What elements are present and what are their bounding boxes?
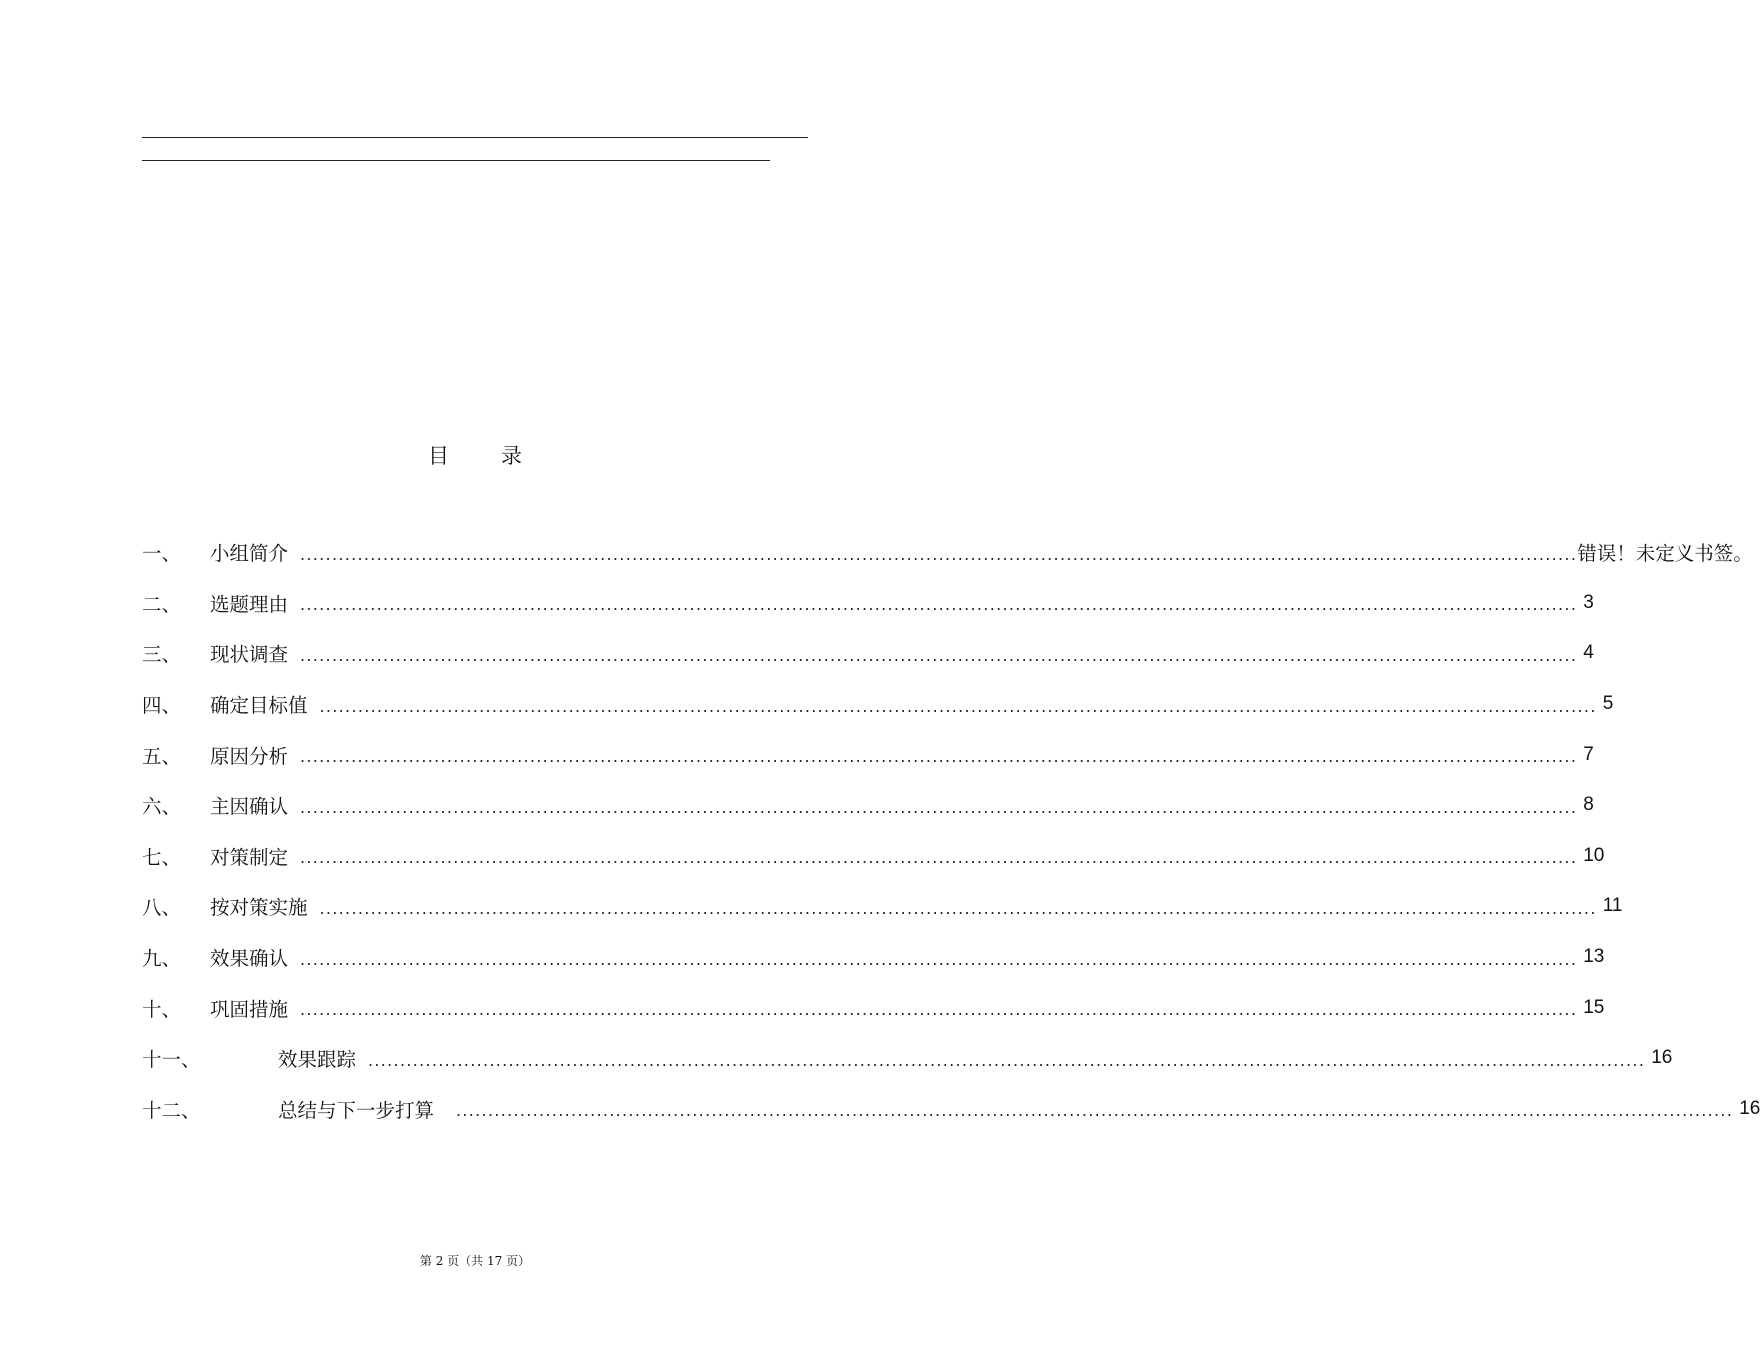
toc-entry-label: 小组简介	[210, 542, 289, 566]
toc-entry-number: 五、	[142, 744, 182, 768]
toc-entry-number: 九、	[142, 947, 182, 971]
toc-entry-number: 四、	[142, 694, 182, 718]
toc-entry-page: 3	[1583, 591, 1594, 613]
toc-dot-leader: ........................................................................................................................................................................................................	[456, 1101, 1734, 1121]
toc-entry[interactable]	[142, 527, 1753, 578]
toc-dot-leader: ........................................................................................................................................................................................................	[300, 848, 1578, 868]
toc-dot-leader: ........................................................................................................................................................................................................	[300, 797, 1578, 817]
toc-entry[interactable]	[142, 729, 1594, 780]
toc-dot-leader: ........................................................................................................................................................................................................	[368, 1050, 1646, 1070]
toc-entry-page: 5	[1602, 693, 1614, 715]
toc-title-char-1: 目	[428, 444, 449, 468]
toc-entry[interactable]	[142, 1084, 1760, 1135]
toc-entry[interactable]	[142, 628, 1594, 679]
toc-dot-leader: ........................................................................................................................................................................................................	[300, 949, 1578, 969]
table-of-contents	[142, 527, 1760, 1134]
toc-dot-leader: ........................................................................................................................................................................................................	[300, 645, 1578, 665]
toc-entry-number: 七、	[142, 845, 182, 869]
toc-dot-leader: ........................................................................................................................................................................................................	[319, 696, 1597, 716]
toc-dot-leader: ........................................................................................................................................................................................................	[300, 747, 1578, 767]
toc-entry[interactable]	[142, 578, 1594, 629]
toc-entry-number: 八、	[142, 896, 182, 920]
toc-entry-number: 二、	[142, 592, 182, 616]
toc-entry-page: 7	[1583, 743, 1594, 765]
toc-entry-page: 11	[1602, 895, 1623, 917]
toc-dot-leader: ........................................................................................................................................................................................................	[300, 595, 1578, 615]
toc-entry-page: 13	[1583, 946, 1605, 968]
toc-entry-label: 确定目标值	[210, 694, 308, 718]
toc-entry-label: 巩固措施	[210, 997, 289, 1021]
toc-entry-label: 效果确认	[210, 947, 289, 971]
toc-entry[interactable]	[142, 780, 1594, 831]
toc-entry-page: 16	[1651, 1047, 1673, 1069]
toc-entry[interactable]	[142, 1033, 1673, 1084]
toc-title-char-2: 录	[501, 444, 522, 468]
toc-entry-page: 8	[1583, 794, 1594, 816]
header-rule-bottom	[142, 160, 770, 161]
toc-entry-number: 一、	[142, 542, 182, 566]
toc-entry-page: 15	[1583, 996, 1605, 1018]
toc-entry[interactable]	[142, 881, 1623, 932]
toc-dot-leader: ........................................................................................................................................................................................................	[300, 1000, 1578, 1020]
toc-entry-label: 效果跟踪	[278, 1048, 357, 1072]
toc-entry[interactable]	[142, 679, 1614, 730]
toc-entry-label: 按对策实施	[210, 896, 308, 920]
toc-dot-leader: ........................................................................................................................................................................................................	[319, 898, 1597, 918]
toc-entry[interactable]	[142, 982, 1605, 1033]
toc-entry-page: 16	[1739, 1097, 1760, 1119]
toc-entry-number: 十一、	[142, 1048, 201, 1072]
toc-entry-label: 选题理由	[210, 592, 289, 616]
toc-entry-page: 错误！未定义书签。	[1577, 542, 1753, 566]
toc-entry-label: 原因分析	[210, 744, 289, 768]
toc-entry-page: 10	[1583, 844, 1605, 866]
toc-entry-page: 4	[1583, 642, 1594, 664]
toc-entry-label: 现状调查	[210, 643, 289, 667]
toc-dot-leader: ........................................................................................................................................................................................................	[300, 544, 1578, 564]
toc-title	[0, 440, 950, 470]
toc-entry-number: 六、	[142, 795, 182, 819]
toc-entry[interactable]	[142, 831, 1605, 882]
toc-entry-number: 三、	[142, 643, 182, 667]
toc-entry-label: 对策制定	[210, 845, 289, 869]
toc-entry-label: 主因确认	[210, 795, 289, 819]
header-rule-top	[142, 137, 808, 138]
toc-entry[interactable]	[142, 932, 1605, 983]
page-footer: 第 2 页（共 17 页）	[419, 1254, 531, 1268]
toc-entry-number: 十二、	[142, 1098, 201, 1122]
toc-entry-number: 十、	[142, 997, 182, 1021]
toc-entry-label: 总结与下一步打算	[278, 1098, 435, 1122]
